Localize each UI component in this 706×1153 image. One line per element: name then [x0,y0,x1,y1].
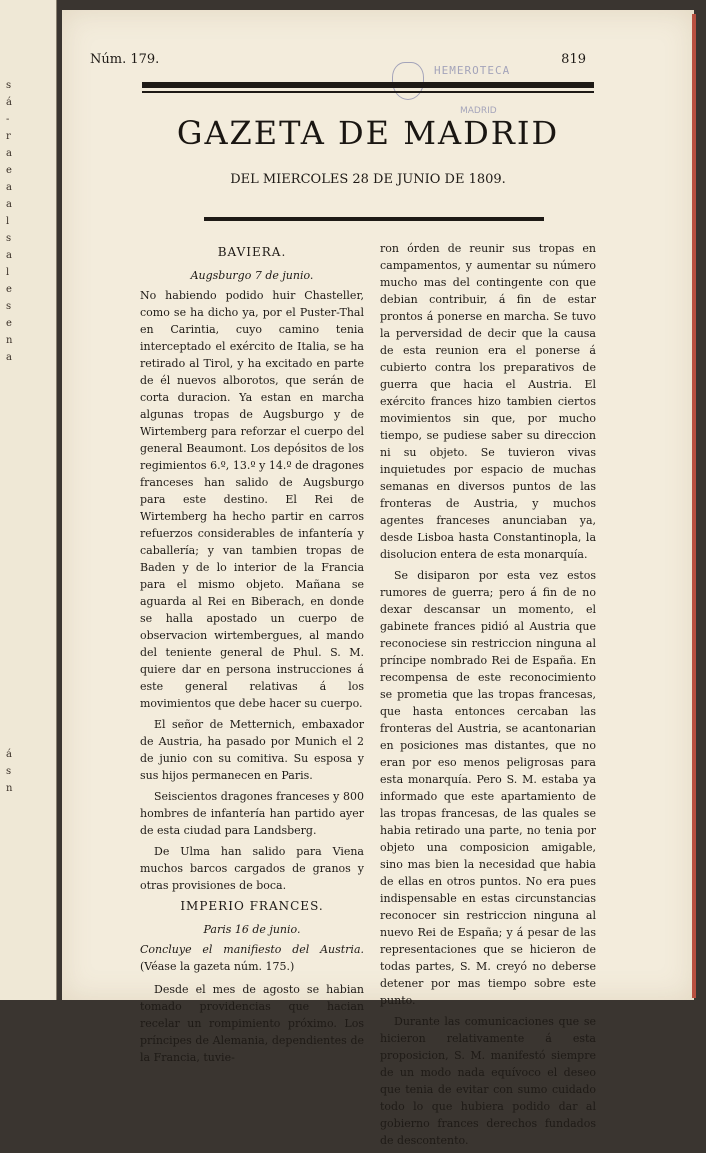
header-rule-thin [142,91,594,93]
header-rule-thick [142,82,594,88]
paragraph: Seiscientos dragones franceses y 800 hombres de infantería han partido ayer de esta ciudad para Landsberg. [140,790,364,837]
left-page-fragment: a [6,352,12,363]
left-page-fragment: r [6,131,11,142]
left-page-fragment: á [6,97,12,108]
paragraph: Se disiparon por esta vez estos rumores de guerra; pero á fin de no dexar descansar un momento, el gabinete frances pidió al Austria que reconociese sin restriccion ninguna al príncipe nombrado Rei de España. En recompensa de este reconocimiento se prometia que las tropas francesas, que hasta entonces cercaban las fronteras del Austria, se acantonarian en posiciones mas distantes, que no eran por eso menos peligrosas para esta monarquía. Pero S. M. estaba ya informado que este apartamiento de las tropas francesas, de las quales se habia retirado una parte, no tenia por objeto una composicion amigable, sino mas bien la necesidad que habia de ellas en otros puntos. No era pues indispensable en estas circunstancias reconocer sin restriccion ninguna al nuevo Rei de España; y á pesar de las representaciones que se hicieron de todas partes, S. M. creyó no deberse detener por mas tiempo sobre este punto. [380,569,596,1007]
left-page-fragment: a [6,148,12,159]
left-page-fragment: e [6,284,12,295]
stamp-line-2: MADRID [460,106,497,116]
dateline-paris: Paris 16 de junio. [203,923,301,936]
paragraph: Desde el mes de agosto se habian tomado providencias que hacian recelar un rompimiento próximo. Los príncipes de Alemania, dependientes de la Francia, tuvie- [140,983,364,1064]
left-page-fragment: a [6,182,12,193]
left-page-fragment: s [6,766,12,777]
library-stamp [392,62,542,117]
paragraph: De Ulma han salido para Viena muchos barcos cargados de granos y otras provisiones de boca. [140,845,364,892]
left-page-fragment: á [6,749,12,760]
paragraph: ron órden de reunir sus tropas en campamentos, y aumentar su número mucho mas del contingente con que debian contribuir, á fin de estar prontos á ponerse en marcha. Se tuvo la perversidad de decir que la causa de esta reunion era el ponerse á cubierto contra los preparativos de guerra que hacia el Austria. El exército frances hizo tambien ciertos movimientos sin que, por mucho tiempo, se pudiese saber su direccion ni su objeto. Se tuvieron vivas inquietudes por espacio de muchas semanas en diversos puntos de las fronteras de Austria, y muchos agentes franceses anunciaban ya, desde Lisboa hasta Constantinopla, la disolucion entera de esta monarquía. [380,242,596,561]
left-page-fragment: e [6,318,12,329]
left-column [140,240,364,1070]
right-column [380,240,596,1153]
masthead-rule [204,217,544,221]
masthead-date: DEL MIERCOLES 28 DE JUNIO DE 1809. [230,172,506,187]
dateline-augsburgo: Augsburgo 7 de junio. [190,269,314,282]
left-page-fragment: n [6,335,13,346]
left-page-fragment: s [6,301,12,312]
stamp-line-1: HEMEROTECA [434,64,511,77]
paragraph: Durante las comunicaciones que se hicieron relativamente á esta proposicion, S. M. manifestó siempre de un modo nada equívoco el deseo que tenia de evitar con sumo cuidado todo lo que hubiera podido dar al gobierno frances derechos fundados de descontento. [380,1015,596,1147]
issue-number: Núm. 179. [90,52,160,67]
continuation-note [140,941,364,975]
crown-seal-icon [392,62,424,100]
left-page-fragment: s [6,80,12,91]
page-edge [692,14,696,998]
section-heading-baviera: BAVIERA. [217,245,287,259]
left-page-fragment: - [6,114,10,125]
note-rest: (Véase la gazeta núm. 175.) [140,960,295,973]
left-page-fragment: a [6,199,12,210]
left-page-fragment: a [6,250,12,261]
left-page-fragment: l [6,267,10,278]
paragraph: No habiendo podido huir Chasteller, como se ha dicho ya, por el Puster-Thal en Carintia, cuyo camino tenia interceptado el exército de Italia, se ha retirado al Tirol, y ha excitado en parte de él nuevos alborotos, que serán de corta duracion. Ya estan en marcha algunas tropas de Augsburgo y de Wirtemberg para reforzar el cuerpo del general Beaumont. Los depósitos de los regimientos 6.º, 13.º y 14.º de dragones franceses han salido de Augsburgo para este destino. El Rei de Wirtemberg ha hecho partir en carros refuerzos considerables de infantería y caballería; y van tambien tropas de Baden y de lo interior de la Francia para el mismo objeto. Mañana se aguarda al Rei en Biberach, en donde se halla apostado un cuerpo de observacion wirtembergues, al mando del teniente general de Phul. S. M. quiere dar en persona instrucciones á este general relativas á los movimientos que debe hacer su cuerpo. [140,289,364,710]
left-page-fragment: s [6,233,12,244]
left-facing-page [0,0,57,1000]
page-number: 819 [561,52,586,67]
left-page-fragment: l [6,216,10,227]
paragraph: El señor de Metternich, embaxador de Austria, ha pasado por Munich el 2 de junio con su comitiva. Su esposa y sus hijos permanecen en Paris. [140,718,364,782]
masthead-title: GAZETA DE MADRID [176,114,560,152]
note-italic: Concluye el manifiesto del Austria. [140,943,364,956]
left-page-fragment: e [6,165,12,176]
left-page-fragment: n [6,783,13,794]
section-heading-imperio-frances: IMPERIO FRANCES. [180,899,324,913]
